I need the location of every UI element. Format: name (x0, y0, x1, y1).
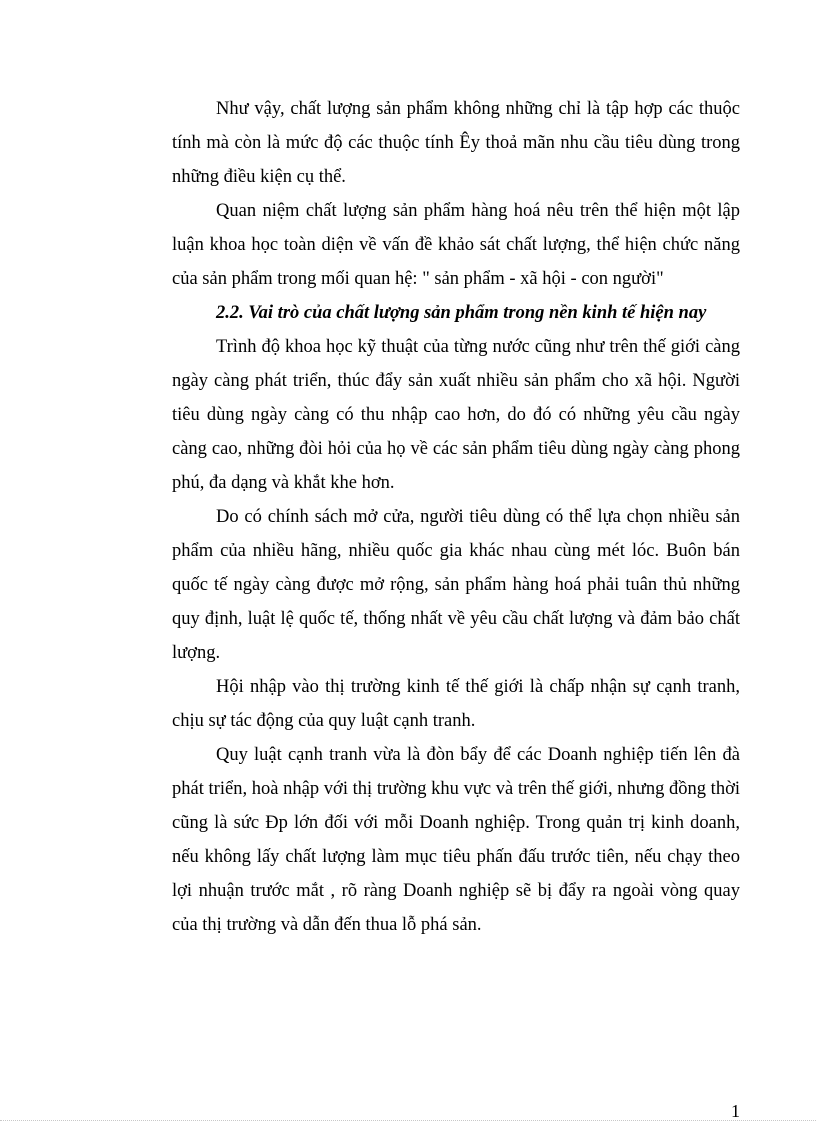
paragraph-technology-development: Trình độ khoa học kỹ thuật của từng nước cũng như trên thế giới càng ngày càng phát triển, thúc đẩy sản xuất nhiều sản phẩm cho xã hội. Người tiêu dùng ngày càng có thu nhập cao hơn, do đó có những yêu cầu ngày càng cao, những đòi hỏi của họ về các sản phẩm tiêu dùng ngày càng phong phú, đa dạng và khắt khe hơn. (172, 337, 740, 493)
paragraph-quality-definition: Như vậy, chất lượng sản phẩm không những chỉ là tập hợp các thuộc tính mà còn là mức độ các thuộc tính Êy thoả mãn nhu cầu tiêu dùng trong những điều kiện cụ thể. (172, 99, 740, 187)
paragraph-quality-concept: Quan niệm chất lượng sản phẩm hàng hoá nêu trên thể hiện một lập luận khoa học toàn diện về vấn đề khảo sát chất lượng, thể hiện chức năng của sản phẩm trong mối quan hệ: " sản phẩm - xã hội - con người" (172, 201, 740, 289)
body-text (172, 92, 740, 942)
footer-divider (0, 1120, 816, 1121)
section-heading: 2.2. Vai trò của chất lượng sản phẩm trong nền kinh tế hiện nay (216, 303, 707, 323)
paragraph-competition-law: Quy luật cạnh tranh vừa là đòn bẩy để các Doanh nghiệp tiến lên đà phát triển, hoà nhập với thị trường khu vực và trên thế giới, nhưng đồng thời cũng là sức Ðp lớn đối với mỗi Doanh nghiệp. Trong quản trị kinh doanh, nếu không lấy chất lượng làm mục tiêu phấn đấu trước tiên, nếu chạy theo lợi nhuận trước mắt , rõ ràng Doanh nghiệp sẽ bị đẩy ra ngoài vòng quay của thị trường và dẫn đến thua lỗ phá sản. (172, 745, 740, 935)
paragraph-open-door-policy: Do có chính sách mở cửa, người tiêu dùng có thể lựa chọn nhiều sản phẩm của nhiều hãng, nhiều quốc gia khác nhau cùng mét lóc. Buôn bán quốc tế ngày càng được mở rộng, sản phẩm hàng hoá phải tuân thủ những quy định, luật lệ quốc tế, thống nhất về yêu cầu chất lượng và đảm bảo chất lượng. (172, 507, 740, 663)
page-number: 1 (731, 1101, 740, 1121)
paragraph-integration: Hội nhập vào thị trường kinh tế thế giới là chấp nhận sự cạnh tranh, chịu sự tác động của quy luật cạnh tranh. (172, 677, 740, 731)
